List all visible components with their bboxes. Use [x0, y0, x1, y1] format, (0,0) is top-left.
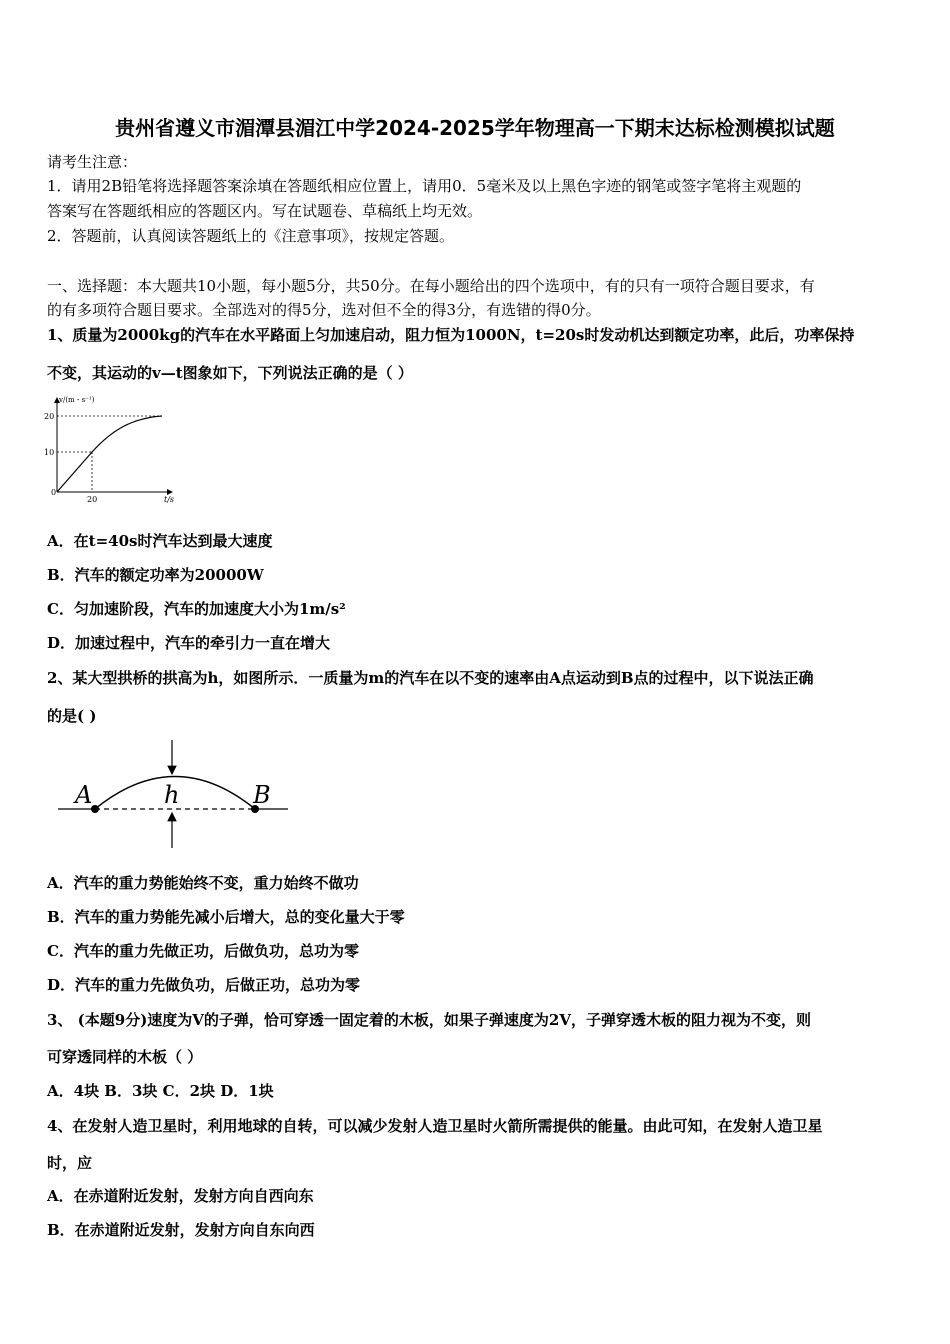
notice-item-2: 2．答题前，认真阅读答题纸上的《注意事项》，按规定答题。 — [47, 227, 455, 245]
graph-tick-0: 0 — [51, 488, 57, 497]
q2-option-b: B．汽车的重力势能先减小后增大，总的变化量大于零 — [47, 908, 405, 926]
q3-options: A．4块 B．3块 C．2块 D．1块 — [47, 1082, 274, 1100]
q3-stem-a: 3、 (本题9分)速度为V的子弹，恰可穿透一固定着的木板，如果子弹速度为2V，子弹穿透木板的阻力视为不变，则 — [47, 1011, 812, 1029]
graph-ylabel: v/(m・s⁻¹) — [59, 396, 95, 404]
q1-option-d: D．加速过程中，汽车的牵引力一直在增大 — [47, 634, 331, 652]
q4-option-b: B．在赤道附近发射，发射方向自东向西 — [47, 1221, 315, 1239]
q1-vt-graph — [40, 392, 190, 504]
q3-stem-b: 可穿透同样的木板（ ） — [47, 1048, 203, 1066]
q4-option-a: A．在赤道附近发射，发射方向自西向东 — [47, 1187, 314, 1205]
graph-xtick-20: 20 — [87, 495, 98, 504]
notice-item-1a: 1．请用2B铅笔将选择题答案涂填在答题纸相应位置上，请用0．5毫米及以上黑色字迹的钢笔或签字笔将主观题的 — [47, 177, 802, 195]
exam-title: 贵州省遵义市湄潭县湄江中学2024-2025学年物理高一下期末达标检测模拟试题 — [115, 116, 835, 140]
label-b: B — [253, 781, 271, 809]
q2-stem-b: 的是( ) — [47, 707, 97, 725]
section-intro-2: 的有多项符合题目要求。全部选对的得5分，选对但不全的得3分，有选错的得0分。 — [47, 301, 601, 319]
q2-option-a: A．汽车的重力势能始终不变，重力始终不做功 — [47, 874, 359, 892]
label-h: h — [164, 781, 180, 809]
label-a: A — [75, 781, 93, 809]
q1-option-b: B．汽车的额定功率为20000W — [47, 566, 264, 584]
notice-header: 请考生注意： — [47, 153, 138, 171]
notice-item-1b: 答案写在答题纸相应的答题区内。写在试题卷、草稿纸上均无效。 — [47, 202, 483, 220]
q1-stem-a: 1、质量为2000kg的汽车在水平路面上匀加速启动，阻力恒为1000N，t=20s时发动机达到额定功率，此后，功率保持 — [47, 326, 855, 344]
q2-stem-a: 2、某大型拱桥的拱高为h，如图所示．一质量为m的汽车在以不变的速率由A点运动到B点的过程中，以下说法正确 — [47, 669, 814, 687]
graph-xlabel: t/s — [164, 495, 175, 504]
vt-curve — [57, 416, 162, 492]
graph-tick-10: 10 — [44, 448, 55, 457]
q2-arch-figure — [55, 736, 295, 852]
q2-option-d: D．汽车的重力先做负功，后做正功，总功为零 — [47, 976, 361, 994]
q1-option-c: C．匀加速阶段，汽车的加速度大小为1m/s² — [47, 600, 346, 618]
q1-stem-b: 不变，其运动的v—t图象如下，下列说法正确的是（ ） — [47, 364, 413, 382]
section-intro-1: 一、选择题：本大题共10小题，每小题5分，共50分。在每小题给出的四个选项中，有的只有一项符合题目要求，有 — [47, 277, 815, 295]
q4-stem-b: 时，应 — [47, 1154, 93, 1172]
q2-option-c: C．汽车的重力先做正功，后做负功，总功为零 — [47, 942, 359, 960]
q4-stem-a: 4、在发射人造卫星时，利用地球的自转，可以减少发射人造卫星时火箭所需提供的能量。由此可知，在发射人造卫星 — [47, 1117, 823, 1135]
q1-option-a: A．在t=40s时汽车达到最大速度 — [47, 532, 273, 550]
graph-tick-20: 20 — [44, 412, 55, 421]
